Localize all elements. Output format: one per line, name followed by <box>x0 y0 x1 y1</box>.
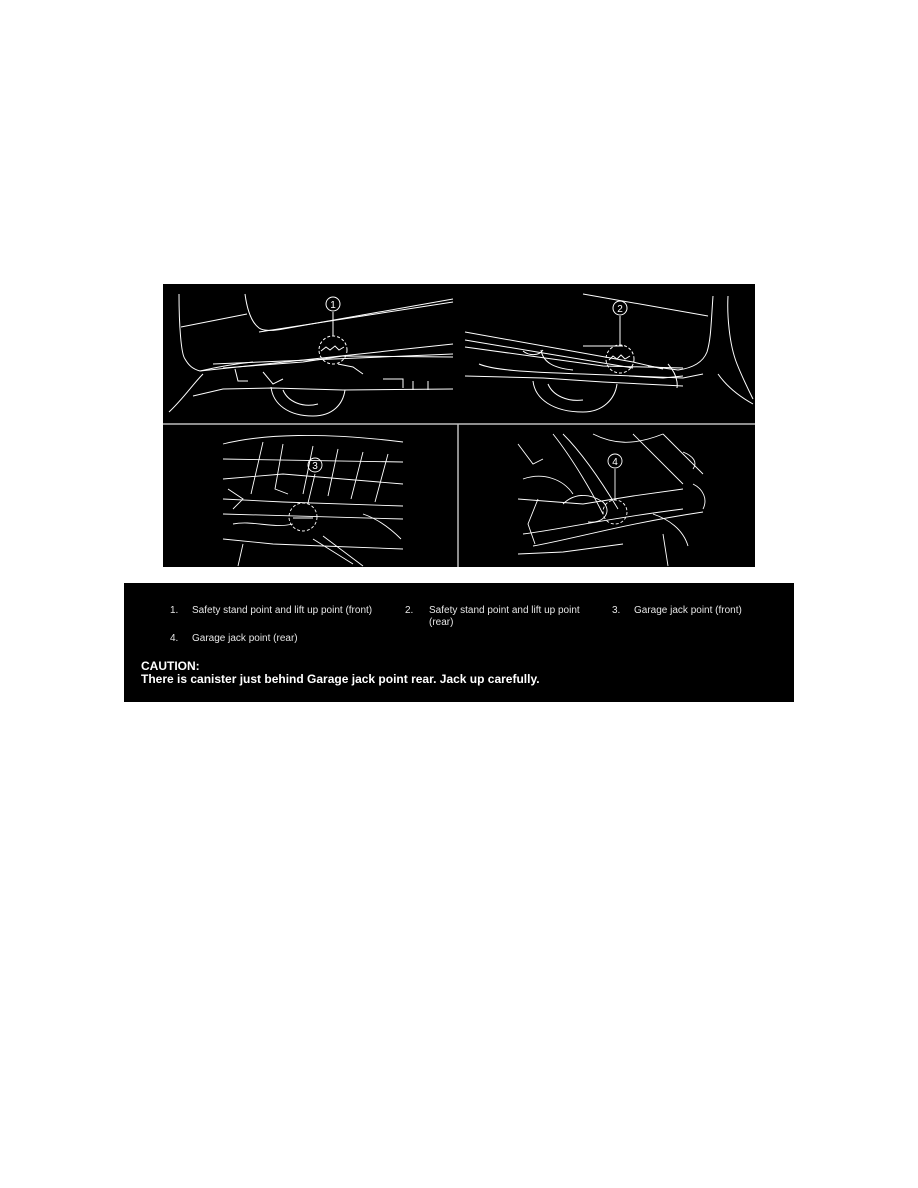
legend-item-text: Safety stand point and lift up point <box>429 605 580 616</box>
legend-item-text: Safety stand point and lift up point (front) <box>192 605 373 616</box>
legend-box <box>124 583 794 702</box>
caution-text: There is canister just behind Garage jack point rear. Jack up carefully. <box>141 672 540 686</box>
legend-item-number: 1. <box>170 605 179 616</box>
legend-item-text-line2: (rear) <box>429 617 454 628</box>
panel-rear-side <box>465 294 753 412</box>
callout-4: 4 <box>612 457 618 468</box>
panel-front-side <box>169 294 453 416</box>
panel-rear-under <box>518 434 705 566</box>
legend-item-number: 2. <box>405 605 414 616</box>
callout-2: 2 <box>617 304 623 315</box>
legend-item-number: 4. <box>170 633 179 644</box>
callout-1: 1 <box>330 300 336 311</box>
callout-3: 3 <box>312 461 318 472</box>
legend-item-text: Garage jack point (front) <box>634 605 742 616</box>
caution-title: CAUTION: <box>141 659 200 673</box>
caution-note <box>141 660 540 686</box>
jack-points-illustration <box>163 284 755 567</box>
legend-item-text: Garage jack point (rear) <box>192 633 298 644</box>
panel-front-under <box>223 435 403 566</box>
legend-item-number: 3. <box>612 605 621 616</box>
jack-points-figure <box>163 284 755 567</box>
